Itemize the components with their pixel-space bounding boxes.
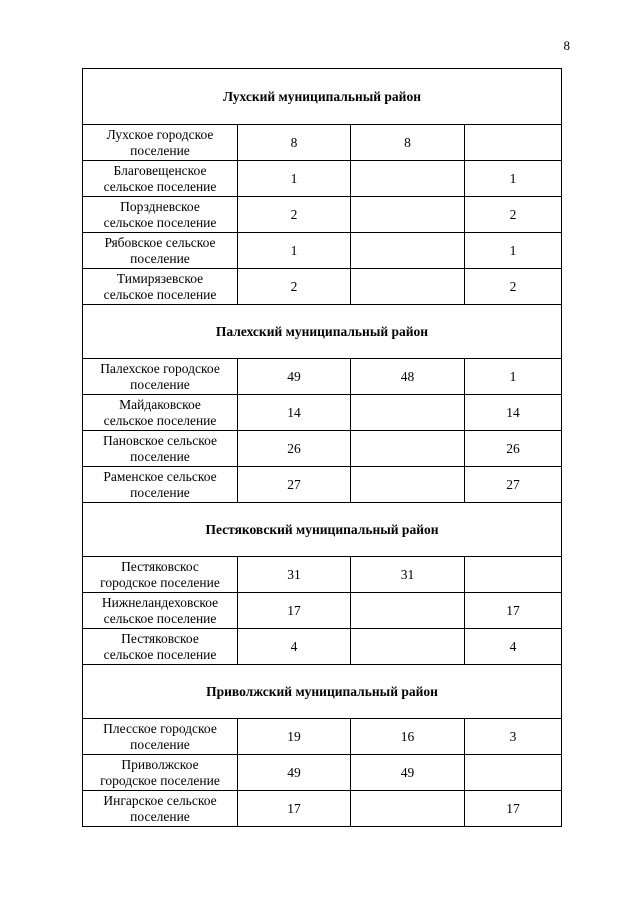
value-cell-3: 31	[351, 557, 465, 593]
table-body	[83, 69, 562, 827]
settlement-name-cell	[83, 431, 238, 467]
value-cell-2: 17	[238, 593, 351, 629]
settlement-name-line: Плесское городское	[103, 720, 217, 736]
settlement-name-cell	[83, 161, 238, 197]
settlement-name-cell	[83, 791, 238, 827]
value-cell-2: 49	[238, 755, 351, 791]
table-row	[83, 197, 562, 233]
value-cell-4: 2	[465, 197, 562, 233]
table-row	[83, 395, 562, 431]
district-title: Пестяковский муниципальный район	[83, 503, 562, 557]
settlement-name-line: поселение	[130, 808, 190, 824]
table-row	[83, 791, 562, 827]
table-row	[83, 593, 562, 629]
value-cell-4: 1	[465, 233, 562, 269]
settlement-name-cell	[83, 269, 238, 305]
settlement-name-line: городское поселение	[100, 574, 220, 590]
settlement-name-cell	[83, 125, 238, 161]
value-cell-3	[351, 197, 465, 233]
value-cell-2: 49	[238, 359, 351, 395]
value-cell-3	[351, 629, 465, 665]
settlement-name-cell	[83, 719, 238, 755]
settlement-name-cell	[83, 755, 238, 791]
table-row	[83, 431, 562, 467]
settlements-table	[82, 68, 562, 827]
value-cell-2: 8	[238, 125, 351, 161]
settlement-name-line: Пановское сельское	[103, 432, 217, 448]
page-number: 8	[563, 38, 570, 53]
value-cell-3	[351, 233, 465, 269]
value-cell-4: 1	[465, 161, 562, 197]
value-cell-3: 16	[351, 719, 465, 755]
district-row	[83, 69, 562, 125]
table-row	[83, 161, 562, 197]
value-cell-2: 1	[238, 233, 351, 269]
settlement-name-line: сельское поселение	[103, 412, 217, 428]
table-row	[83, 719, 562, 755]
settlement-name-line: городское поселение	[100, 772, 220, 788]
value-cell-3	[351, 791, 465, 827]
district-row	[83, 305, 562, 359]
settlement-name-line: поселение	[130, 448, 190, 464]
settlement-name-line: поселение	[130, 736, 190, 752]
value-cell-3	[351, 593, 465, 629]
value-cell-4: 17	[465, 791, 562, 827]
settlement-name-line: сельское поселение	[103, 610, 217, 626]
settlement-name-cell	[83, 467, 238, 503]
table-row	[83, 125, 562, 161]
value-cell-3	[351, 161, 465, 197]
settlement-name-line: Рябовское сельское	[104, 234, 216, 250]
value-cell-2: 19	[238, 719, 351, 755]
settlement-name-line: Лухское городское	[106, 126, 214, 142]
table-row	[83, 269, 562, 305]
value-cell-4	[465, 557, 562, 593]
settlement-name-line: сельское поселение	[103, 646, 217, 662]
district-title: Палехский муниципальный район	[83, 305, 562, 359]
value-cell-4: 4	[465, 629, 562, 665]
value-cell-4: 2	[465, 269, 562, 305]
settlement-name-cell	[83, 233, 238, 269]
value-cell-2: 17	[238, 791, 351, 827]
value-cell-4: 17	[465, 593, 562, 629]
settlement-name-line: Нижнеландеховское	[101, 594, 219, 610]
settlement-name-line: Пестяковское	[121, 630, 199, 646]
settlement-name-line: поселение	[130, 484, 190, 500]
settlement-name-cell	[83, 395, 238, 431]
value-cell-3: 49	[351, 755, 465, 791]
value-cell-3	[351, 269, 465, 305]
district-title: Лухский муниципальный район	[83, 69, 562, 125]
value-cell-4: 1	[465, 359, 562, 395]
value-cell-4	[465, 755, 562, 791]
settlement-name-line: поселение	[130, 250, 190, 266]
settlement-name-line: поселение	[130, 142, 190, 158]
settlement-name-line: сельское поселение	[103, 286, 217, 302]
district-row	[83, 665, 562, 719]
settlement-name-line: Пестяковскос	[121, 558, 199, 574]
settlement-name-line: Майдаковское	[119, 396, 201, 412]
settlement-name-cell	[83, 197, 238, 233]
settlement-name-cell	[83, 557, 238, 593]
value-cell-4: 3	[465, 719, 562, 755]
value-cell-2: 1	[238, 161, 351, 197]
table-row	[83, 467, 562, 503]
value-cell-4	[465, 125, 562, 161]
value-cell-4: 26	[465, 431, 562, 467]
value-cell-4: 14	[465, 395, 562, 431]
value-cell-3: 48	[351, 359, 465, 395]
value-cell-2: 2	[238, 269, 351, 305]
value-cell-4: 27	[465, 467, 562, 503]
value-cell-3	[351, 395, 465, 431]
settlement-name-line: Палехское городское	[100, 360, 220, 376]
settlement-name-line: Порздневское	[120, 198, 200, 214]
value-cell-2: 26	[238, 431, 351, 467]
value-cell-3: 8	[351, 125, 465, 161]
settlement-name-line: поселение	[130, 376, 190, 392]
district-row	[83, 503, 562, 557]
value-cell-2: 14	[238, 395, 351, 431]
value-cell-3	[351, 431, 465, 467]
table-row	[83, 557, 562, 593]
settlement-name-line: Раменское сельское	[103, 468, 217, 484]
settlement-name-line: сельское поселение	[103, 178, 217, 194]
table-row	[83, 233, 562, 269]
value-cell-2: 27	[238, 467, 351, 503]
settlement-name-line: Тимирязевское	[116, 270, 204, 286]
value-cell-2: 2	[238, 197, 351, 233]
table-row	[83, 755, 562, 791]
district-title: Приволжский муниципальный район	[83, 665, 562, 719]
settlement-name-line: Приволжское	[121, 756, 199, 772]
settlement-name-cell	[83, 629, 238, 665]
settlement-name-cell	[83, 359, 238, 395]
table-row	[83, 629, 562, 665]
settlement-name-line: сельское поселение	[103, 214, 217, 230]
settlement-name-cell	[83, 593, 238, 629]
table-row	[83, 359, 562, 395]
settlement-name-line: Благовещенское	[113, 162, 207, 178]
value-cell-2: 31	[238, 557, 351, 593]
settlement-name-line: Ингарское сельское	[103, 792, 217, 808]
value-cell-3	[351, 467, 465, 503]
value-cell-2: 4	[238, 629, 351, 665]
